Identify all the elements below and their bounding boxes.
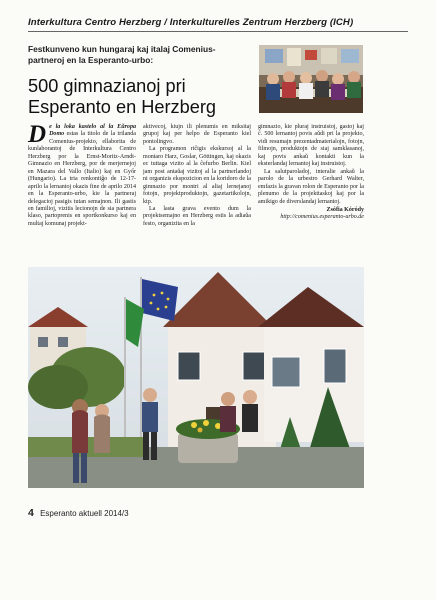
page-footer [28,507,129,519]
section-header: Interkultura Centro Herzberg / Interkulturelles Zentrum Herzberg (ICH) [28,17,354,28]
column-2-paragraph-2: La programon riĉigis ekskursoj al la montaro Harz, Goslar, Göttingen, kaj okazis ec tuttaga vizito al la ĉefurbo Berlin. Kiel jam post antaŭaj vizitoj al la partnerlandoj ni organizis ekspozicion en la koridoro de la gimnazio por montri al aliaj lernejanoj fotojn, projektproduktojn, gazetartikolojn, ktp. [143,146,251,205]
photo-students-at-table [259,45,363,113]
column-3-paragraph-1: gimnazio, kie pluraj instruistoj, gastoj kaj ĉ. 500 lernantoj povis aŭdi pri la projekto, vidi resumajn prezentadmaterialojn, fotojn, filmojn, produktojn de siaj samklasanoj, kaj povis ankaŭ kontakti kun la eksterlandaj lernantoj kaj instruistoj. [258,124,364,168]
article-column-1 [28,121,136,228]
photo-students-at-table-image [259,45,363,113]
header-rule [28,31,408,32]
article-column-2 [143,124,251,228]
page-number: 4 [28,507,34,519]
article-title: 500 gimnazianoj pri Esperanto en Herzberg [28,76,217,117]
article-column-3 [258,124,364,222]
column-3-paragraph-2: La salutparoladoj, interalie ankaŭ la parolo de la urbestro Gerhard Walter, emfazis la gravan rolon de Esperanto por la plenumo de la projekttaskoj kaj por la amikigo de diverslandaj lernantoj. [258,168,364,205]
magazine-issue: Esperanto aktuell 2014/3 [40,509,129,518]
column-2-paragraph-1: aktivecoj, kiujn ili plenumis en miksitaj grupoj kaj per helpo de Esperanto kiel pontolingvo. [143,124,251,145]
column-1-paragraph [28,121,136,228]
photo-students-outside-school-image [28,267,364,488]
lede-phrase: e la loka kastelo al la Eŭropa Domo [49,124,136,138]
author-signature: Zsófia Kóródy [326,206,364,213]
project-url[interactable]: http://comenius.esperanto-urbo.de [280,214,364,221]
article-kicker: Festkunveno kun hungaraj kaj italaj Comenius-partneroj en la Esperanto-urbo: [28,44,216,65]
column-2-paragraph-3: La lasta grava evento dum la projektsemajno en Herzberg estis la adiaŭa festo, organizita en la [143,205,251,227]
photo-students-outside-school [28,267,364,488]
drop-cap: D [28,121,47,148]
column-1-body: estas la titolo de la trilanda Comenius-projekto, ellaborita de kunlaborantoj de Interkultura Centro Herzberg por la Ernst-Moritz-Arndt-Gimnazio en Herzberg, por de merjernejoj en Mazara del Vallo (Italio) kaj en Győr (Hungario). La tria renkontiĝo de 12-17-aprilo la lernantoj okazis fine de aprilo 2014 en la Esperanto-urbo, kie la partneraj delegacioj pasigis tutan semajnon. Ili gastis en familioj, vizitis lecionojn de sia partnera klaso, partoprenis en sportkonkurso kaj en multaj komunaj projekt- [28,131,136,227]
